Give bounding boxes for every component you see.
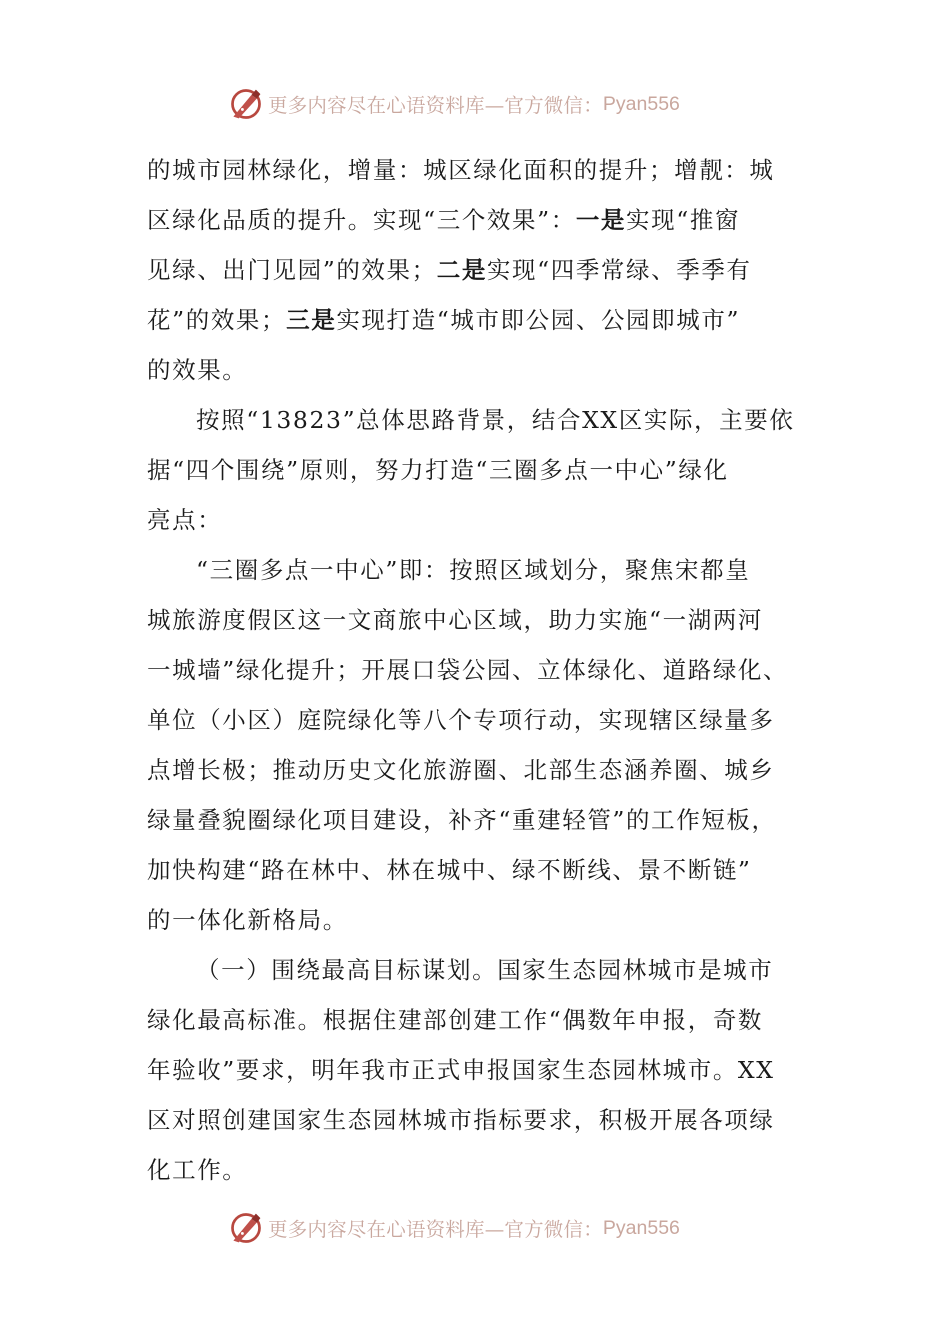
bold-marker: 二是 <box>436 256 487 284</box>
text-line: 的城市园林绿化，增量：城区绿化面积的提升；增靓：城 <box>147 156 775 184</box>
bold-marker: 一是 <box>575 206 627 234</box>
pen-nib-logo-icon <box>228 86 264 122</box>
text-line: 区绿化品质的提升。实现“三个效果”：一是实现“推窗 <box>147 206 741 234</box>
text-line: 化工作。 <box>147 1156 248 1184</box>
text-line: 的效果。 <box>147 356 248 384</box>
text-line: 城旅游度假区这一文商旅中心区域，助力实施“一湖两河 <box>147 606 764 634</box>
text-line: 绿化最高标准。根据住建部创建工作“偶数年申报，奇数 <box>147 1006 764 1034</box>
text-line: 绿量叠貌圈绿化项目建设，补齐“重建轻管”的工作短板， <box>147 806 777 834</box>
text-line: 花”的效果；三是实现打造“城市即公园、公园即城市” <box>147 306 741 334</box>
text-line: 亮点： <box>147 506 223 534</box>
text-line: 点增长极；推动历史文化旅游圈、北部生态涵养圈、城乡 <box>147 756 775 784</box>
text-line: （一）围绕最高目标谋划。国家生态园林城市是城市 <box>196 956 774 984</box>
watermark-banner-bottom <box>0 1206 950 1250</box>
bold-marker: 三是 <box>286 306 337 334</box>
text-line: 见绿、出门见园”的效果；二是实现“四季常绿、季季有 <box>147 256 752 284</box>
watermark-text: 更多内容尽在心语资料库—官方微信： <box>268 1218 603 1241</box>
watermark-banner-top <box>0 82 950 126</box>
text-line: 的一体化新格局。 <box>147 906 348 934</box>
text-line: 区对照创建国家生态园林城市指标要求，积极开展各项绿 <box>147 1106 775 1134</box>
text-line: 一城墙”绿化提升；开展口袋公园、立体绿化、道路绿化、 <box>147 656 789 684</box>
watermark-text: 更多内容尽在心语资料库—官方微信： <box>268 94 603 117</box>
text-line: 按照“13823”总体思路背景，结合XX区实际，主要依 <box>196 406 795 434</box>
text-line: 据“四个围绕”原则，努力打造“三圈多点一中心”绿化 <box>147 456 729 484</box>
text-line: 年验收”要求，明年我市正式申报国家生态园林城市。XX <box>147 1056 775 1084</box>
watermark-id: Pyan556 <box>602 92 680 115</box>
pen-nib-logo-icon <box>228 1210 264 1246</box>
watermark-id: Pyan556 <box>602 1216 680 1239</box>
text-line: 加快构建“路在林中、林在城中、绿不断线、景不断链” <box>147 856 752 884</box>
text-line: “三圈多点一中心”即：按照区域划分，聚焦宋都皇 <box>196 556 751 584</box>
text-line: 单位（小区）庭院绿化等八个专项行动，实现辖区绿量多 <box>147 706 775 734</box>
